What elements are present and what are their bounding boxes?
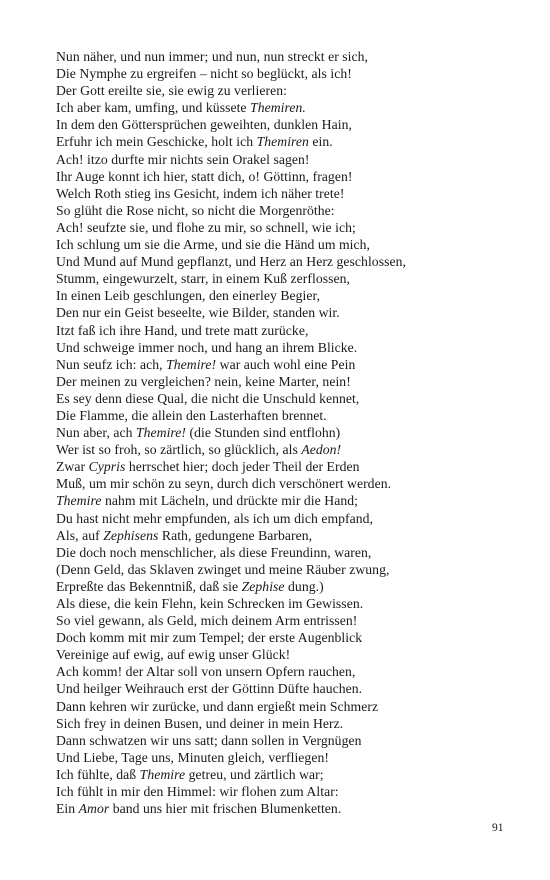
line-text: Nun näher, und nun immer; und nun, nun streckt er sich, — [56, 49, 369, 64]
poem-line — [56, 99, 496, 116]
poem-line — [56, 783, 496, 800]
poem-line — [56, 800, 496, 817]
line-text: Die Flamme, die allein den Lasterhaften brennet. — [56, 407, 327, 423]
poem-line — [56, 475, 496, 492]
poem-line — [56, 133, 496, 150]
italic-name: Cypris — [88, 459, 126, 475]
line-text: Als diese, die kein Flehn, kein Schrecken im Gewissen. — [56, 596, 364, 611]
poem-line — [56, 732, 496, 749]
line-text: Nun seufz ich: ach, — [56, 356, 167, 372]
line-text: getreu, und zärtlich war; — [185, 766, 324, 782]
line-text: herrschet hier; doch jeder Theil der Erden — [125, 459, 360, 475]
italic-name: Themire — [139, 766, 186, 782]
poem-line — [56, 339, 496, 356]
line-text: Die Nymphe zu ergreifen – nicht so beglückt, als ich! — [56, 66, 352, 82]
line-text: Dann kehren wir zurücke, und dann ergießt mein Schmerz — [56, 698, 379, 714]
poem-line — [56, 458, 496, 475]
line-text: Doch komm mit mir zum Tempel; der erste Augenblick — [56, 630, 363, 646]
poem-line — [56, 749, 496, 766]
line-text: ein. — [308, 134, 333, 150]
line-text: Nun aber, ach — [56, 425, 136, 441]
line-text: Itzt faß ich ihre Hand, und trete matt zurücke, — [56, 322, 309, 338]
line-text: dung.) — [284, 578, 324, 594]
poem-line — [56, 151, 496, 168]
poem-line — [56, 698, 496, 715]
line-text: Ach! itzo durfte mir nichts sein Orakel sagen! — [56, 151, 310, 167]
poem-line — [56, 527, 496, 544]
poem-line — [56, 236, 496, 253]
italic-name: Themiren. — [250, 100, 306, 116]
line-text: Ich aber kam, umfing, und küssete — [56, 100, 251, 116]
line-text: Die doch noch menschlicher, als diese Freundinn, waren, — [56, 544, 372, 560]
line-text: Sich frey in deinen Busen, und deiner in mein Herz. — [56, 715, 344, 731]
poem-line — [56, 441, 496, 458]
italic-name: Zephisens — [103, 527, 159, 543]
poem-line — [56, 116, 496, 133]
line-text: So viel gewann, als Geld, mich deinem Arm entrissen! — [56, 613, 358, 629]
poem-line — [56, 270, 496, 287]
italic-name: Zephise — [241, 578, 285, 594]
poem-line — [56, 407, 496, 424]
poem-line — [56, 424, 496, 441]
line-text: Dann schwatzen wir uns satt; dann sollen in Vergnügen — [56, 732, 362, 748]
poem-line — [56, 561, 496, 578]
poem-line — [56, 578, 496, 595]
line-text: band uns hier mit frischen Blumenketten. — [109, 801, 342, 817]
poem-line — [56, 544, 496, 561]
italic-name: Themire — [56, 493, 102, 509]
line-text: Ihr Auge konnt ich hier, statt dich, o! Göttinn, fragen! — [56, 168, 353, 184]
poem-line — [56, 304, 496, 321]
line-text: Ich fühlt in mir den Himmel: wir flohen zum Altar: — [56, 784, 339, 800]
poem-line — [56, 390, 496, 407]
italic-name: Themire! — [166, 356, 217, 372]
poem-line — [56, 356, 496, 373]
line-text: Welch Roth stieg ins Gesicht, indem ich näher trete! — [56, 185, 345, 201]
line-text: Vereinige auf ewig, auf ewig unser Glück! — [56, 647, 291, 663]
poem-line — [56, 715, 496, 732]
poem-line — [56, 680, 496, 697]
poem-line — [56, 766, 496, 783]
poem-line — [56, 373, 496, 390]
line-text: war auch wohl eine Pein — [216, 356, 356, 372]
line-text: Stumm, eingewurzelt, starr, in einem Kuß zerflossen, — [56, 271, 350, 287]
line-text: Als, auf — [56, 527, 104, 543]
line-text: So glüht die Rose nicht, so nicht die Morgenröthe: — [56, 202, 335, 218]
line-text: Und heilger Weihrauch erst der Göttinn Düfte hauchen. — [56, 681, 363, 697]
line-text: Ein — [56, 801, 79, 817]
line-text: Ich fühlte, daß — [56, 766, 140, 782]
line-text: Und Mund auf Mund gepflanzt, und Herz an Herz geschlossen, — [56, 254, 406, 270]
line-text: Erpreßte das Bekenntniß, daß sie — [56, 578, 242, 594]
line-text: (Denn Geld, das Sklaven zwinget und meine Räuber zwung, — [56, 561, 390, 577]
poem-line — [56, 65, 496, 82]
poem-line — [56, 663, 496, 680]
line-text: Ich schlung um sie die Arme, und sie die Händ um mich, — [56, 237, 371, 253]
italic-name: Amor — [78, 801, 110, 817]
line-text: Ach! seufzte sie, und flohe zu mir, so schnell, wie ich; — [56, 219, 356, 235]
line-text: Du hast nicht mehr empfunden, als ich um dich empfand, — [56, 510, 374, 526]
poem-line — [56, 82, 496, 99]
page-number: 91 — [492, 822, 504, 834]
italic-name: Themiren — [256, 134, 309, 150]
poem-line — [56, 185, 496, 202]
poem-line — [56, 492, 496, 509]
line-text: Und Liebe, Tage uns, Minuten gleich, verfliegen! — [56, 749, 329, 765]
line-text: Und schweige immer noch, und hang an ihrem Blicke. — [56, 339, 358, 355]
italic-name: Themire! — [135, 425, 187, 441]
line-text: nahm mit Lächeln, und drückte mir die Hand; — [101, 493, 358, 509]
line-text: Erfuhr ich mein Geschicke, holt ich — [56, 134, 257, 150]
line-text: Der meinen zu vergleichen? nein, keine Marter, nein! — [56, 373, 351, 389]
line-text: Es sey denn diese Qual, die nicht die Unschuld kennet, — [56, 390, 360, 406]
line-text: Wer ist so froh, so zärtlich, so glücklich, als — [56, 442, 302, 458]
poem-text — [56, 48, 496, 817]
italic-name: Aedon! — [301, 442, 342, 458]
poem-line — [56, 287, 496, 304]
poem-line — [56, 510, 496, 527]
line-text: Muß, um mir schön zu seyn, durch dich verschönert werden. — [56, 476, 392, 492]
line-text: (die Stunden sind entflohn) — [186, 425, 341, 441]
line-text: Ach komm! der Altar soll von unsern Opfern rauchen, — [56, 664, 356, 680]
line-text: Rath, gedungene Barbaren, — [158, 527, 313, 543]
poem-line — [56, 253, 496, 270]
poem-line — [56, 48, 496, 65]
line-text: In einen Leib geschlungen, den einerley Begier, — [56, 288, 321, 304]
poem-line — [56, 219, 496, 236]
line-text: Der Gott ereilte sie, sie ewig zu verlieren: — [56, 83, 287, 99]
line-text: In dem den Göttersprüchen geweihten, dunklen Hain, — [56, 117, 352, 133]
line-text: Den nur ein Geist beseelte, wie Bilder, standen wir. — [56, 305, 340, 321]
poem-line — [56, 595, 496, 612]
poem-line — [56, 322, 496, 339]
poem-line — [56, 202, 496, 219]
poem-line — [56, 168, 496, 185]
poem-line — [56, 612, 496, 629]
poem-line — [56, 629, 496, 646]
line-text: Zwar — [56, 459, 89, 475]
poem-line — [56, 646, 496, 663]
